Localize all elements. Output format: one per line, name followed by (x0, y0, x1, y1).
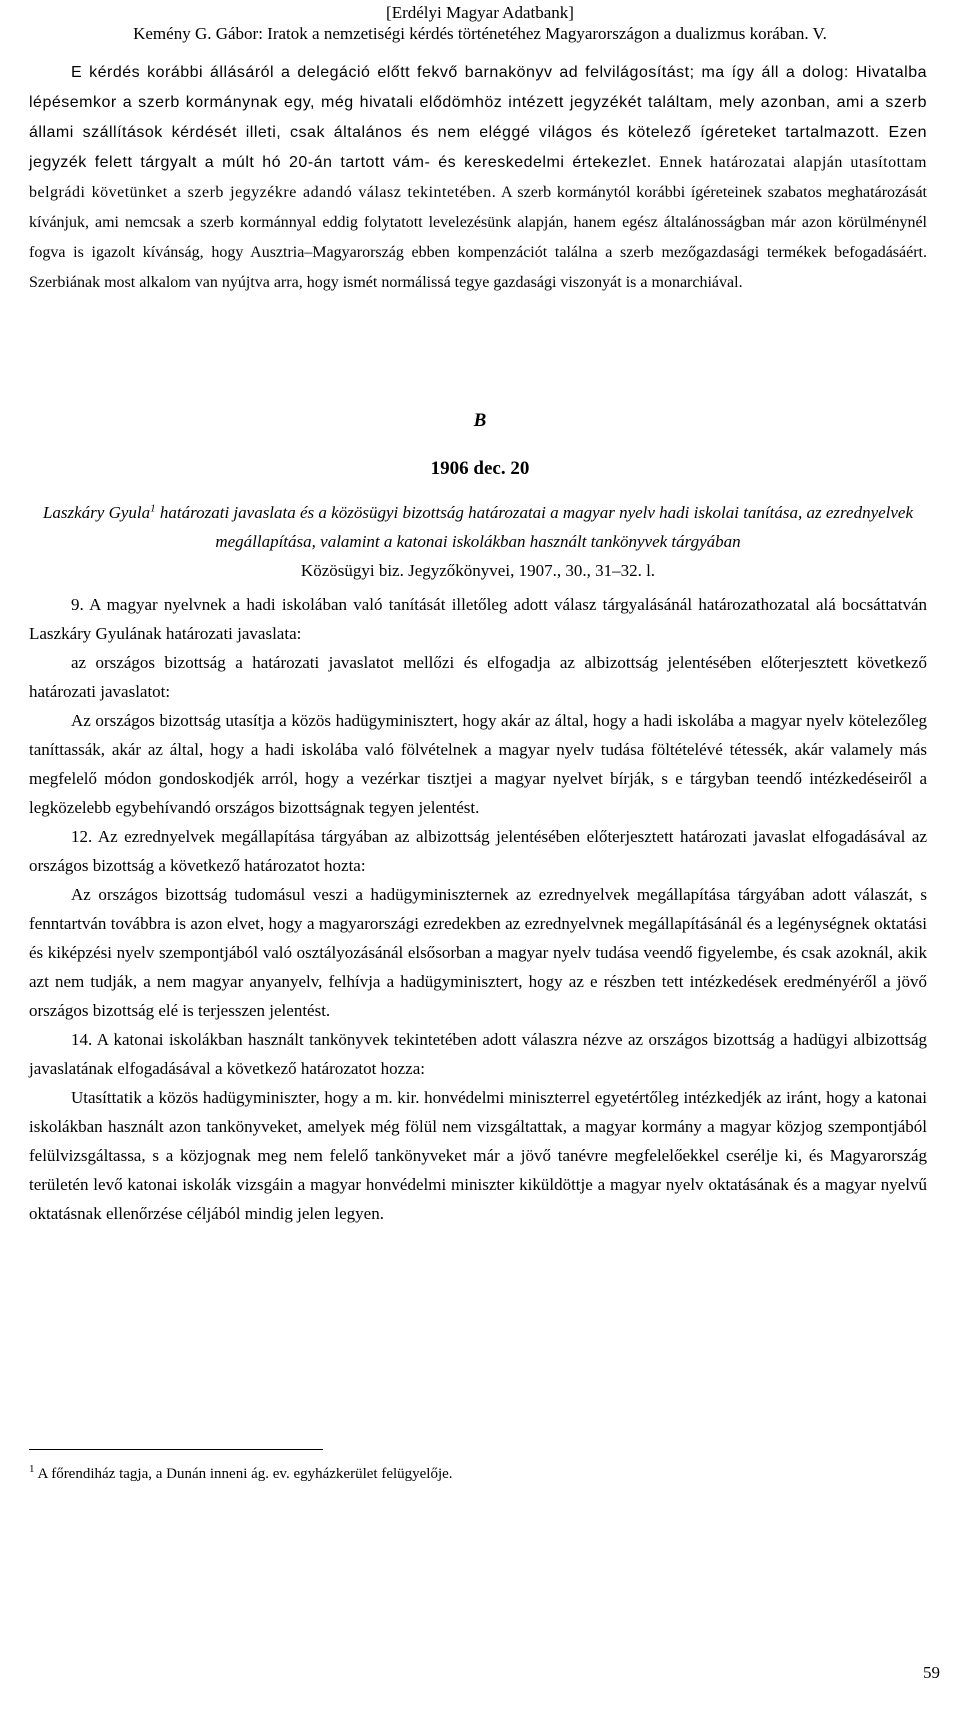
section-letter: B (473, 410, 487, 431)
paragraph: 9. A magyar nyelvnek a hadi iskolában való tanítását illetőleg adott válasz tárgyalásánál határozathozatal alá bocsáttatván Laszkáry Gyulának határozati javaslata: (29, 595, 927, 643)
footnote-number: 1 (29, 1463, 35, 1475)
header-source: [Erdélyi Magyar Adatbank] (386, 3, 574, 22)
main-body (29, 590, 927, 1228)
document-title (29, 498, 927, 585)
intro-part-1: E kérdés korábbi állásáról a delegáció előtt fekvő barnakönyv ad felvilágosítást; ma így áll a dolog: Hivatalba lépésemkor a szerb kormánynak egy, még hivatali elődömhöz intézett jegyzékét találtam, mely azonban, ami a szerb állami szállítások kérdését illeti, csak általános és nem eléggé világos és kötelező ígéreteket tartalmazott. (29, 64, 927, 141)
paragraph: Utasíttatik a közös hadügyminiszter, hogy a m. kir. honvédelmi miniszterrel egyetértőleg intézkedjék az iránt, hogy a katonai iskolákban használt azon tankönyveket, amelyek még fölül nem vizsgáltattak, a magyar kormány a magyar közjog szempontjából felülvizsgáltassa, s a közjognak meg nem felelő tankönyveket már a jövő tanévre megfelelőekkel cserélje ki, és Magyarország területén levő katonai iskolák vizsgáin a magyar honvédelmi miniszter kiküldöttje a magyar nyelv oktatásának és a magyar nyelvű oktatásnak ellenőrzése céljából mindig jelen legyen. (29, 1088, 927, 1223)
intro-paragraph (29, 58, 927, 298)
title-person: Laszkáry Gyula (42, 503, 151, 522)
document-source: Közösügyi biz. Jegyzőkönyvei, 1907., 30., 31–32. l. (300, 561, 656, 580)
footnote-divider (29, 1449, 323, 1450)
footnote-text: A főrendiház tagja, a Dunán inneni ág. ev. egyházkerület felügyelője. (37, 1466, 453, 1482)
page-header (0, 2, 960, 44)
footnote (29, 1464, 927, 1484)
title-rest: határozati javaslata és a közösügyi bizottság határozatai a magyar nyelv hadi iskolai tanítása, az ezrednyelvek megállapítása, valamint a katonai iskolákban használt tankönyvek tárgyában (155, 503, 914, 551)
paragraph: az országos bizottság a határozati javaslatot mellőzi és elfogadja az albizottság jelentésében előterjesztett következő határozati javaslatot: (29, 653, 927, 701)
paragraph: 12. Az ezrednyelvek megállapítása tárgyában az albizottság jelentésében előterjesztett határozati javaslat elfogadásával az országos bizottság a következő határozatot hozta: (29, 827, 927, 875)
paragraph: 14. A katonai iskolákban használt tankönyvek tekintetében adott válaszra nézve az országos bizottság a hadügyi albizottság javaslatának elfogadásával a következő határozatot hozza: (29, 1030, 927, 1078)
page-number: 59 (923, 1663, 940, 1682)
footnote-ref: 1 (150, 502, 156, 515)
intro-part-4: A szerb kormánytól korábbi ígéreteinek szabatos meghatározását kívánjuk, ami nemcsak a szerb kormánnyal eddig folytatott levelezésünk alapján, hanem egész általánosságban már azon körülménynél fogva is igazolt kívánság, hogy Ausztria–Magyarország ebben kompenzációt találna a szerb mezőgazdasági termékek befogadásáért. Szerbiának most alkalom van nyújtva arra, hogy ismét normálissá tegye gazdasági viszonyát is a monarchiával. (29, 184, 928, 291)
intro-part-3: Ennek határozatai alapján utasítottam belgrádi követünket a szerb jegyzékre adandó válasz tekintetében. (29, 154, 928, 201)
paragraph: Az országos bizottság tudomásul veszi a hadügyminiszternek az ezrednyelvek megállapítása tárgyában adott válaszát, s fenntartván továbbra is azon elvet, hogy a magyarországi ezredekben az ezrednyelvnek megállapításánál és a legénységnek oktatási és kiképzési nyelv szempontjából való osztályozásánál elsősorban a magyar nyelv tudása veendő figyelembe, és csak azoknál, akik azt nem tudják, a nem magyar anyanyelv, felhívja a hadügyminisztert, hogy az e részben tett intézkedések eredményéről a jövő országos bizottság elé is terjesszen jelentést. (29, 885, 927, 1020)
document-date: 1906 dec. 20 (430, 458, 530, 479)
paragraph: Az országos bizottság utasítja a közös hadügyminisztert, hogy akár az által, hogy a hadi iskolába a magyar nyelv kötelezőleg taníttassák, akár az által, hogy a hadi iskolába való fölvételnek a magyar nyelv tudása föltételévé tétessék, akár valamely más megfelelő módon gondoskodjék arról, hogy a vezérkar tisztjei a magyar nyelvet bírják, s e tárgyban teendő intézkedéseiről a legközelebb egybehívandó országos bizottságnak tegyen jelentést. (29, 711, 927, 817)
intro-part-2: Ezen jegyzék felett tárgyalt a múlt hó 20-án tartott vám- és kereskedelmi értekezlet. (29, 124, 927, 171)
header-book-title: Kemény G. Gábor: Iratok a nemzetiségi kérdés történetéhez Magyarországon a dualizmus korában. V. (133, 24, 827, 43)
